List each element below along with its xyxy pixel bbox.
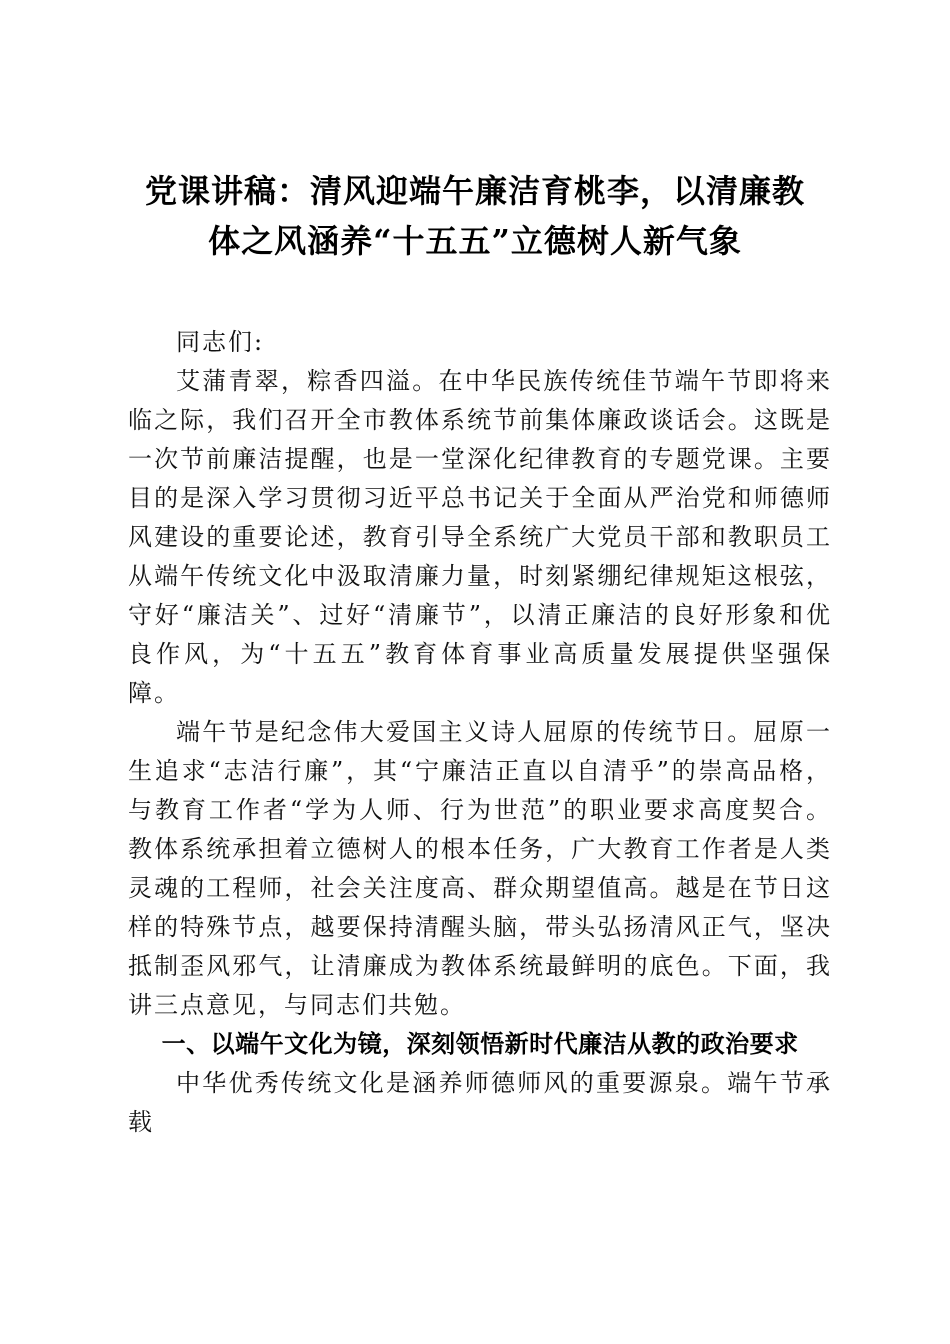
document-title: [120, 166, 830, 266]
title-line-2: 体之风涵养“十五五”立德树人新气象: [208, 222, 742, 260]
title-line-1: 党课讲稿：清风迎端午廉洁育桃李，以清廉教: [144, 172, 805, 210]
paragraph-intro: 艾蒲青翠，粽香四溢。在中华民族传统佳节端午节即将来临之际，我们召开全市教体系统节前集体廉政谈话会。这既是一次节前廉洁提醒，也是一堂深化纪律教育的专题党课。主要目的是深入学习贯彻习近平总书记关于全面从严治党和师德师风建设的重要论述，教育引导全系统广大党员干部和教职员工从端午传统文化中汲取清廉力量，时刻紧绷纪律规矩这根弦，守好“廉洁关”、过好“清廉节”，以清正廉洁的良好形象和优良作风，为“十五五”教育体育事业高质量发展提供坚强保障。: [128, 367, 832, 707]
document-body: [128, 323, 832, 1142]
section-heading-1: 一、以端午文化为镜，深刻领悟新时代廉洁从教的政治要求: [161, 1030, 799, 1058]
salutation: 同志们:: [176, 328, 265, 356]
section-1-paragraph: 中华优秀传统文化是涵养师德师风的重要源泉。端午节承载: [128, 1069, 832, 1136]
paragraph-dragon-boat: 端午节是纪念伟大爱国主义诗人屈原的传统节日。屈原一生追求“志洁行廉”，其“宁廉洁正直以自清乎”的崇高品格，与教育工作者“学为人师、行为世范”的职业要求高度契合。教体系统承担着立德树人的根本任务，广大教育工作者是人类灵魂的工程师，社会关注度高、群众期望值高。越是在节日这样的特殊节点，越要保持清醒头脑，带头弘扬清风正气，坚决抵制歪风邪气，让清廉成为教体系统最鲜明的底色。下面，我讲三点意见，与同志们共勉。: [128, 718, 832, 1019]
